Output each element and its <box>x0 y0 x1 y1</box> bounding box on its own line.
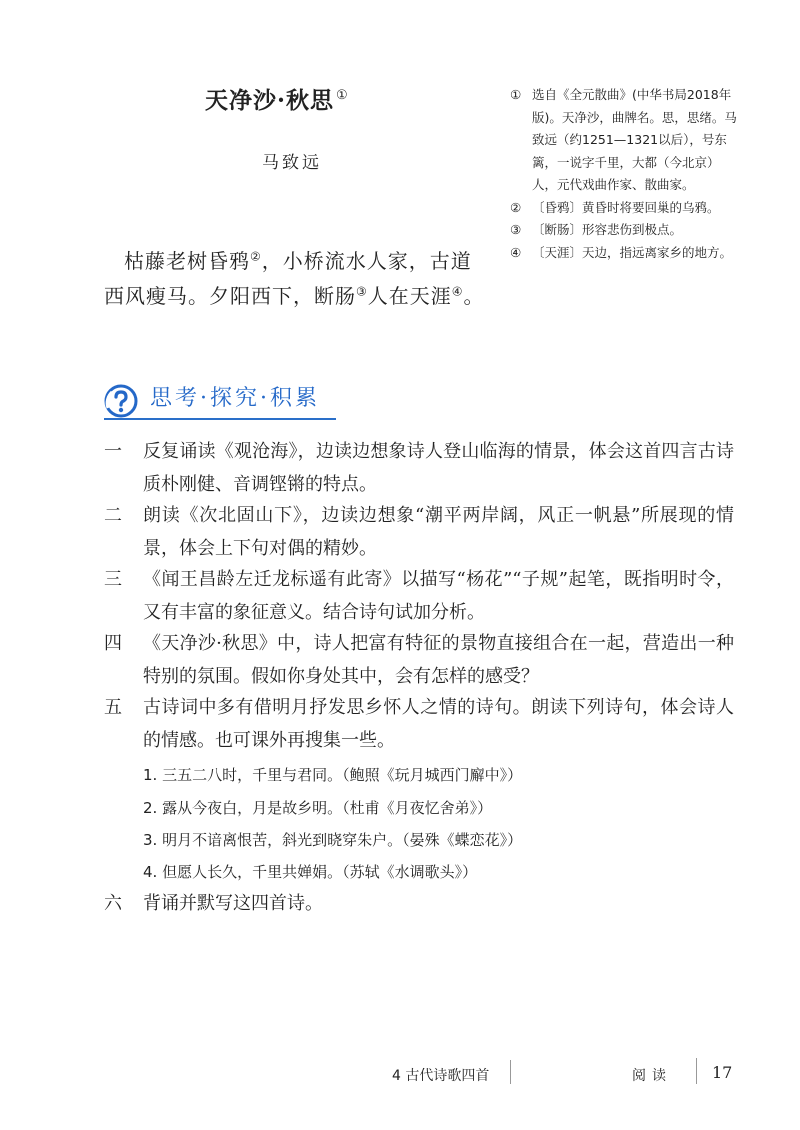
page-number: 17 <box>712 1063 733 1082</box>
footnote-marker: ③ <box>510 222 522 237</box>
footnote-item <box>510 84 740 197</box>
footer-section: 阅读 <box>632 1068 672 1084</box>
footnote-item <box>510 219 740 242</box>
footnote-text: 选自《全元散曲》(中华书局2018年版)。天净沙，曲牌名。思，思绪。马致远（约1251—1321以后），号东篱，一说字千里，大都（今北京）人，元代戏曲作家、散曲家。 <box>532 87 737 192</box>
poem-author: 马致远 <box>262 153 322 173</box>
poem-text: 人在天涯 <box>367 284 452 308</box>
question-item <box>104 435 734 501</box>
question-item <box>104 691 734 757</box>
poem-line-example: 2. 露从今夜白，月是故乡明。（杜甫《月夜忆舍弟》） <box>143 799 493 817</box>
section-underline <box>104 418 336 420</box>
poem-line-1 <box>124 245 472 274</box>
poem-line-2 <box>104 280 485 309</box>
poem-text: ，小桥流水人家，古道 <box>261 249 472 273</box>
footnote-marker: ② <box>510 199 522 215</box>
footnote-item <box>510 197 740 220</box>
question-text: 背诵并默写这四首诗。 <box>143 893 323 914</box>
footnote-marker: ① <box>510 87 522 102</box>
section-title: 思考·探究·积累 <box>150 386 320 411</box>
question-text: 朗读《次北固山下》，边读边想象“潮平两岸阔，风正一帆悬”所展现的情景，体会上下句对偶的精妙。 <box>143 505 734 559</box>
poem-text: 枯藤老树昏鸦 <box>124 249 250 273</box>
footnote-marker: ④ <box>510 244 522 260</box>
question-text: 古诗词中多有借明月抒发思乡怀人之情的诗句。朗读下列诗句，体会诗人的情感。也可课外再搜集一些。 <box>143 697 734 751</box>
question-number: 三 <box>104 569 122 590</box>
footnote-ref-3[interactable]: ③ <box>356 284 368 299</box>
poem-line-example: 1. 三五二八时，千里与君同。（鲍照《玩月城西门廨中》） <box>143 766 523 784</box>
poem-line-example: 3. 明月不谙离恨苦，斜光到晓穿朱户。（晏殊《蝶恋花》） <box>143 831 523 849</box>
question-number: 二 <box>104 505 122 526</box>
question-text: 反复诵读《观沧海》，边读边想象诗人登山临海的情景，体会这首四言古诗质朴刚健、音调铿锵的特点。 <box>143 441 734 495</box>
question-item <box>104 627 734 693</box>
footnote-ref-2[interactable]: ② <box>250 249 262 264</box>
question-item <box>104 887 734 920</box>
question-text: 《闻王昌龄左迁龙标遥有此寄》以描写“杨花”“子规”起笔，既指明时令，又有丰富的象征意义。结合诗句试加分析。 <box>143 569 734 623</box>
poem-text: 。 <box>463 284 485 308</box>
question-item <box>104 499 734 565</box>
poem-title <box>205 82 349 115</box>
footnote-item <box>510 242 740 265</box>
question-number: 五 <box>104 697 122 718</box>
question-number: 一 <box>104 441 122 462</box>
question-icon <box>104 384 138 418</box>
poem-text: 西风瘦马。夕阳西下，断肠 <box>104 284 356 308</box>
question-text: 《天净沙·秋思》中，诗人把富有特征的景物直接组合在一起，营造出一种特别的氛围。假如你身处其中，会有怎样的感受？ <box>143 633 734 687</box>
question-number: 四 <box>104 633 122 654</box>
footnote-text: 〔昏鸦〕黄昏时将要回巢的乌鸦。 <box>532 199 720 215</box>
footnote-ref-4[interactable]: ④ <box>451 284 464 299</box>
footnotes <box>510 84 740 264</box>
question-item <box>104 563 734 629</box>
footnote-text: 〔断肠〕形容悲伤到极点。 <box>532 222 683 237</box>
footer-divider <box>696 1058 697 1084</box>
poem-title-text: 天净沙·秋思 <box>205 87 335 114</box>
question-number: 六 <box>104 893 122 914</box>
footnote-ref-1[interactable]: ① <box>336 88 349 104</box>
footer-divider <box>510 1060 511 1084</box>
footnote-text: 〔天涯〕天边，指远离家乡的地方。 <box>532 244 733 260</box>
poem-line-example: 4. 但愿人长久，千里共婵娟。（苏轼《水调歌头》） <box>143 863 478 881</box>
footer-lesson: 4 古代诗歌四首 <box>392 1068 490 1084</box>
